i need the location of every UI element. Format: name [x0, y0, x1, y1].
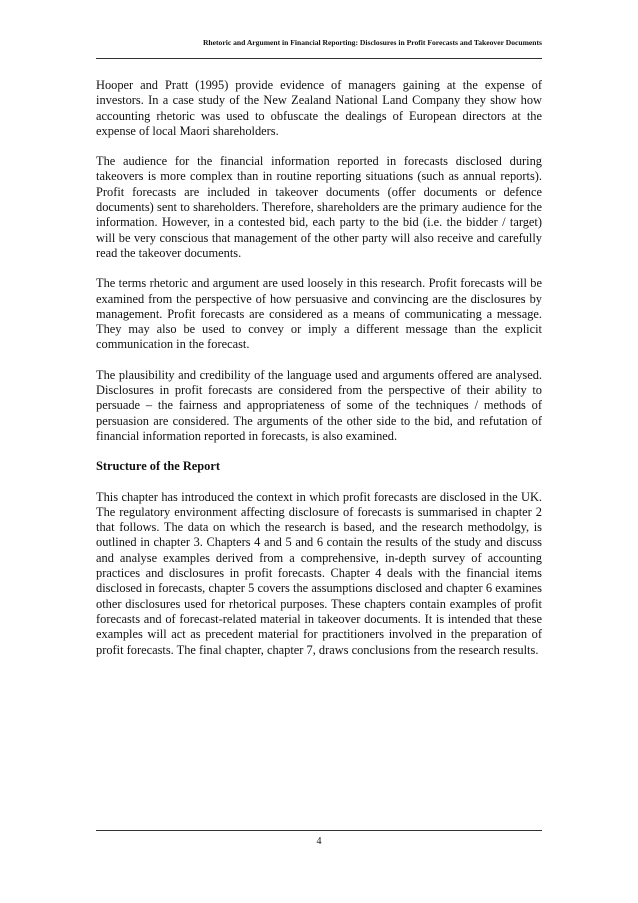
- header-rule: [96, 58, 542, 59]
- footer-rule: [96, 830, 542, 831]
- paragraph-3: The terms rhetoric and argument are used loosely in this research. Profit forecasts will be examined from the perspective of how persuasive and convincing are the disclosures by management. Profit forecasts are considered as a means of communicating a message. They may also be used to convey or imply a different message than the explicit communication in the forecast.: [96, 276, 542, 352]
- running-header: Rhetoric and Argument in Financial Reporting: Disclosures in Profit Forecasts and Takeover Documents: [202, 38, 542, 47]
- paragraph-1: Hooper and Pratt (1995) provide evidence of managers gaining at the expense of investors. In a case study of the New Zealand National Land Company they show how accounting rhetoric was used to obfuscate the dealings of European directors at the expense of local Maori shareholders.: [96, 78, 542, 138]
- section-heading: Structure of the Report: [96, 459, 220, 474]
- paragraph-4: The plausibility and credibility of the language used and arguments offered are analysed. Disclosures in profit forecasts are considered from the perspective of their ability to persuade – the fairness and appropriateness of some of the techniques / methods of persuasion are considered. The arguments of the other side to the bid, and refutation of financial information reported in forecasts, is also examined.: [96, 367, 542, 443]
- paragraph-5: This chapter has introduced the context in which profit forecasts are disclosed in the UK. The regulatory environment affecting disclosure of forecasts is summarised in chapter 2 that follows. The data on which the research is based, and the research methodolgy, is outlined in chapter 3. Chapters 4 and 5 and 6 contain the results of the study and discuss and analyse examples derived from a comprehensive, in-depth survey of accounting practices and disclosures in profit forecasts. Chapter 4 deals with the financial items disclosed in forecasts, chapter 5 covers the assumptions disclosed and chapter 6 examines other disclosures used for rhetorical purposes. These chapters contain examples of profit forecasts and of forecast-related material in takeover documents. It is intended that these examples will act as precedent material for practitioners involved in the preparation of profit forecasts. The final chapter, chapter 7, draws conclusions from the research results.: [96, 489, 542, 657]
- body-text: [96, 78, 542, 673]
- paragraph-2: The audience for the financial information reported in forecasts disclosed during takeovers is more complex than in routine reporting situations (such as annual reports). Profit forecasts are included in takeover documents (offer documents or defence documents) sent to shareholders. Therefore, shareholders are the primary audience for the information. However, in a contested bid, each party to the bid (i.e. the bidder / target) will be very conscious that management of the other party will also receive and carefully read the takeover documents.: [96, 154, 542, 260]
- page-number: 4: [316, 836, 322, 847]
